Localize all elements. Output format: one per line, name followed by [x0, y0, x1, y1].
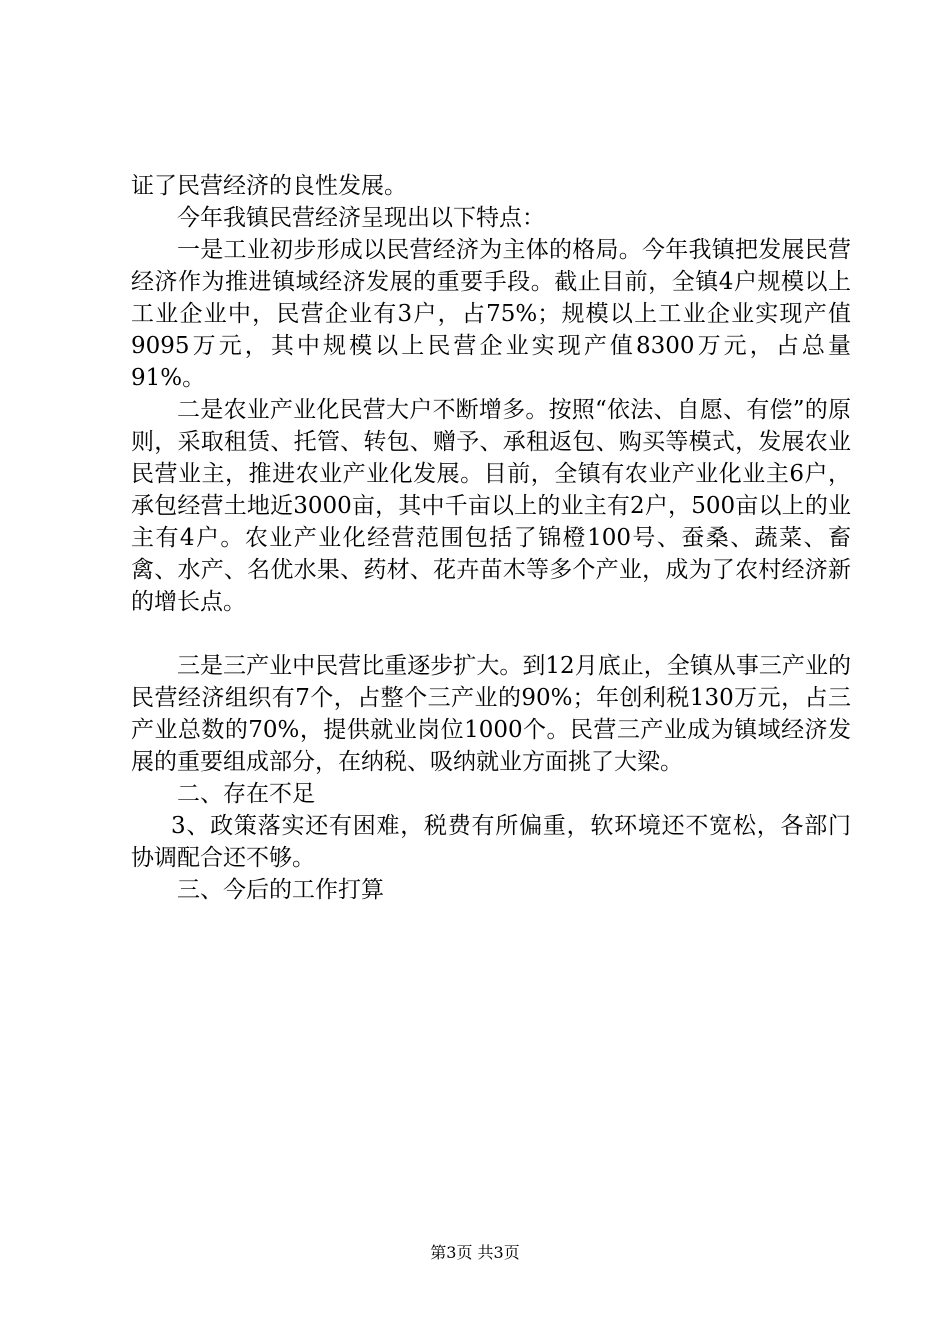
paragraph-intro: 今年我镇民营经济呈现出以下特点：: [177, 205, 545, 231]
paragraph-agriculture: 二是农业产业化民营大户不断增多。按照“依法、自愿、有偿”的原则，采取租赁、托管、转包、赠予、承租返包、购买等模式，发展农业民营业主，推进农业产业化发展。目前，全镇有农业产业化业主6户，承包经营土地近3000亩，其中千亩以上的业主有2户，500亩以上的业主有4户。农业产业化经营范围包括了锦橙100号、蚕桑、蔬菜、畜禽、水产、名优水果、药材、花卉苗木等多个产业，成为了农村经济新的增长点。: [131, 397, 851, 615]
paragraph-industry: 一是工业初步形成以民营经济为主体的格局。今年我镇把发展民营经济作为推进镇域经济发展的重要手段。截止目前，全镇4户规模以上工业企业中，民营企业有3户，占75%；规模以上工业企业实现产值9095万元，其中规模以上民营企业实现产值8300万元，占总量91%。: [131, 237, 851, 391]
paragraph-tertiary: 三是三产业中民营比重逐步扩大。到12月底止，全镇从事三产业的民营经济组织有7个，占整个三产业的90%；年创利税130万元，占三产业总数的70%，提供就业岗位1000个。民营三产业成为镇域经济发展的重要组成部分，在纳税、吸纳就业方面挑了大梁。: [131, 653, 851, 775]
section-heading-shortcomings: 二、存在不足: [177, 781, 315, 807]
paragraph-policy: 3、政策落实还有困难，税费有所偏重，软环境还不宽松，各部门协调配合还不够。: [131, 813, 851, 871]
paragraph-continuation: 证了民营经济的良性发展。: [131, 173, 407, 199]
section-heading-plans: 三、今后的工作打算: [177, 877, 384, 903]
page-footer: 第3页 共3页: [430, 1243, 520, 1262]
document-body: [131, 170, 851, 906]
